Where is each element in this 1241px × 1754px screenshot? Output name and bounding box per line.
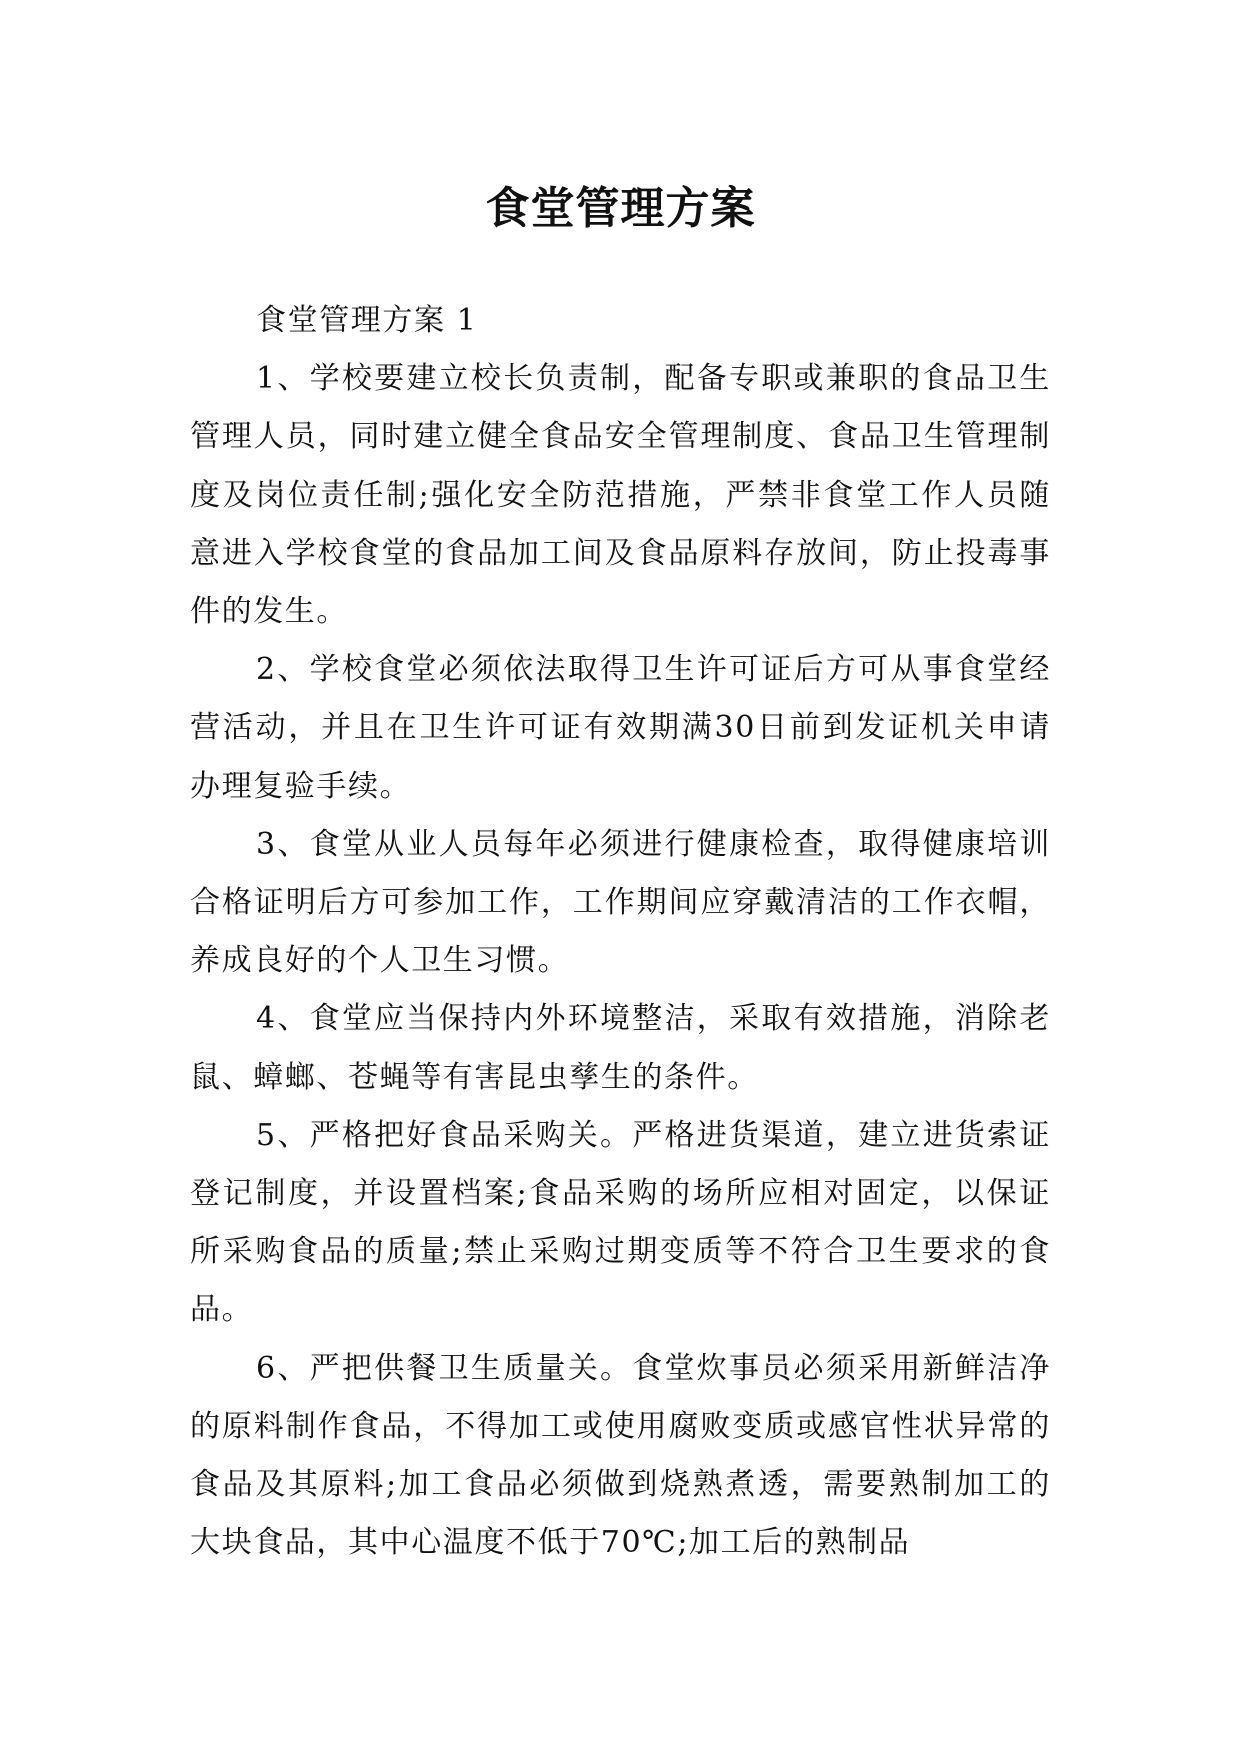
paragraph-5: 5、严格把好食品采购关。严格进货渠道，建立进货索证登记制度，并设置档案;食品采购的场所应相对固定，以保证所采购食品的质量;禁止采购过期变质等不符合卫生要求的食品。 xyxy=(190,1117,1051,1328)
section-heading: 食堂管理方案 1 xyxy=(256,303,478,338)
paragraph-6: 6、严把供餐卫生质量关。食堂炊事员必须采用新鲜洁净的原料制作食品，不得加工或使用腐败变质或感官性状异常的食品及其原料;加工食品必须做到烧熟煮透，需要熟制加工的大块食品，其中心温度不低于70℃;加工后的熟制品 xyxy=(190,1350,1051,1561)
paragraph-3: 3、食堂从业人员每年必须进行健康检查，取得健康培训合格证明后方可参加工作，工作期间应穿戴清洁的工作衣帽，养成良好的个人卫生习惯。 xyxy=(190,826,1051,979)
paragraph-1: 1、学校要建立校长负责制，配备专职或兼职的食品卫生管理人员，同时建立健全食品安全管理制度、食品卫生管理制度及岗位责任制;强化安全防范措施，严禁非食堂工作人员随意进入学校食堂的食品加工间及食品原料存放间，防止投毒事件的发生。 xyxy=(190,361,1051,630)
paragraph-4: 4、食堂应当保持内外环境整洁，采取有效措施，消除老鼠、蟑螂、苍蝇等有害昆虫孳生的条件。 xyxy=(190,1001,1051,1095)
document-body xyxy=(190,292,1051,1572)
document-title: 食堂管理方案 xyxy=(485,183,756,235)
paragraph-2: 2、学校食堂必须依法取得卫生许可证后方可从事食堂经营活动，并且在卫生许可证有效期满30日前到发证机关申请办理复验手续。 xyxy=(190,652,1051,804)
